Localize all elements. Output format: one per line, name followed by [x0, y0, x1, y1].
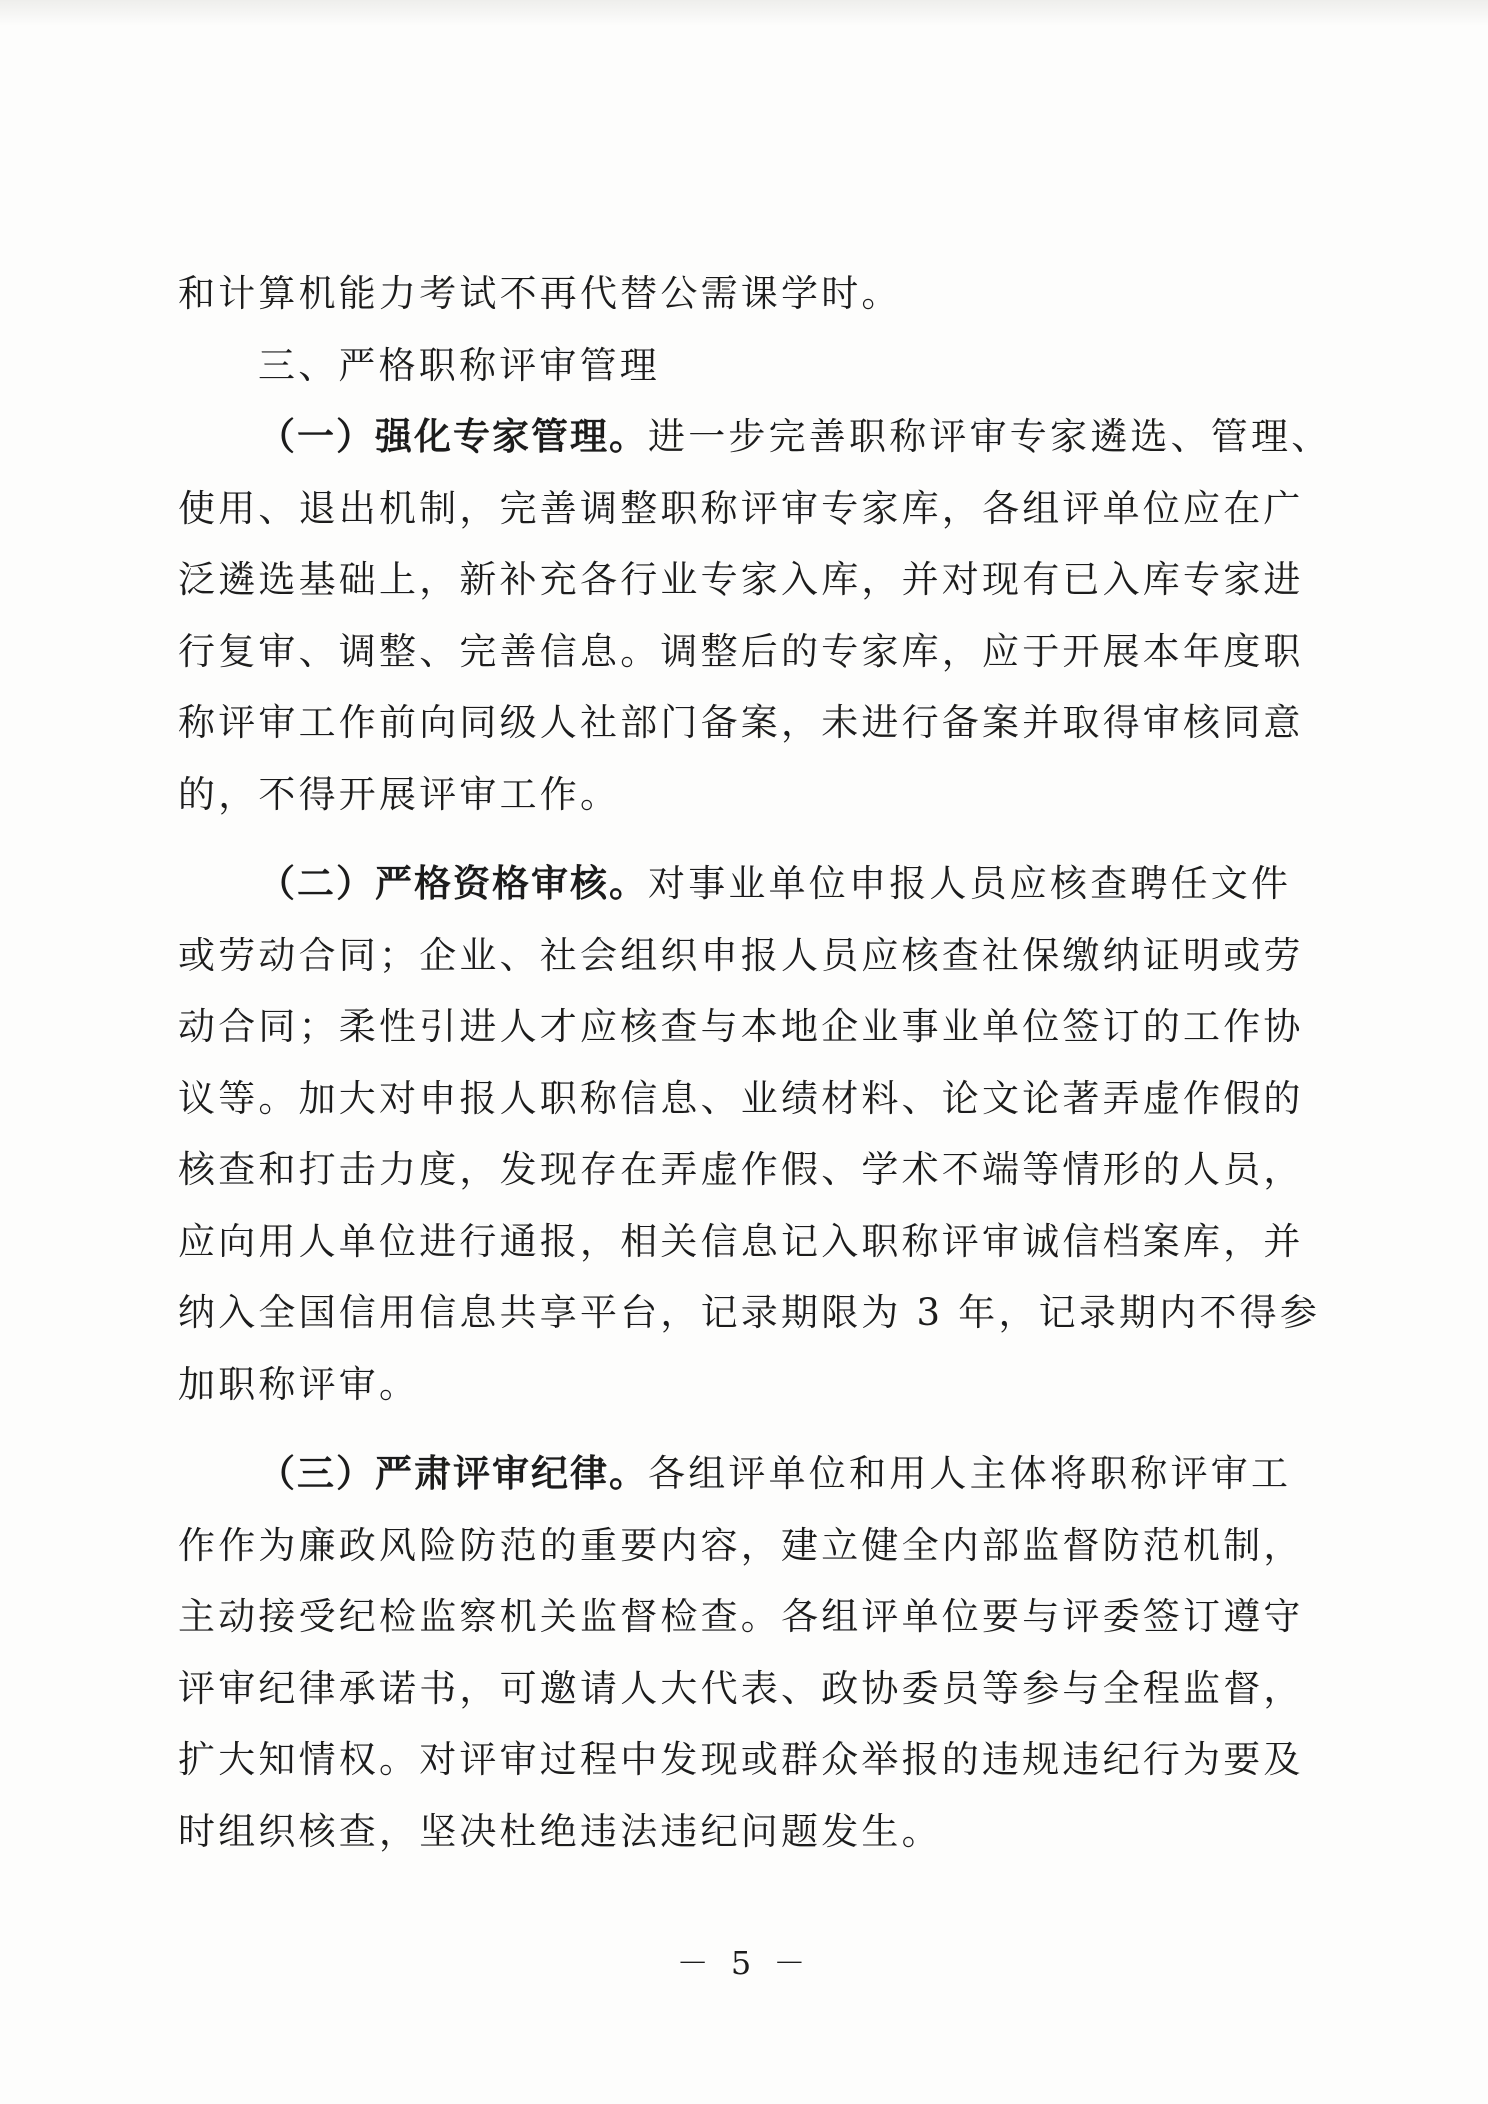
paragraph-line: 作作为廉政风险防范的重要内容，建立健全内部监督防范机制， [178, 1523, 1304, 1567]
page-number: － 5 － [676, 1944, 812, 1982]
paragraph-line: 行复审、调整、完善信息。调整后的专家库，应于开展本年度职 [178, 629, 1304, 673]
paragraph-qualification-review [178, 848, 1321, 1420]
paragraph-first-line [178, 401, 1332, 473]
paragraph-line: 称评审工作前向同级人社部门备案，未进行备案并取得审核同意 [178, 701, 1304, 744]
paragraph-first-line [178, 1438, 1292, 1510]
paragraph-text: 进一步完善职称评审专家遴选、管理、 [648, 415, 1332, 458]
section-heading: 三、严格职称评审管理 [258, 343, 660, 387]
paragraph-text: 对事业单位申报人员应核查聘任文件 [648, 862, 1292, 905]
paragraph-line: 使用、退出机制，完善调整职称评审专家库，各组评单位应在广 [178, 486, 1304, 530]
paragraph-expert-management [178, 401, 1332, 830]
paragraph-line: 扩大知情权。对评审过程中发现或群众举报的违规违纪行为要及 [178, 1738, 1304, 1781]
paragraph-line: 泛遴选基础上，新补充各行业专家入库，并对现有已入库专家进 [178, 558, 1304, 601]
paragraph-line: 核查和打击力度，发现存在弄虚作假、学术不端等情形的人员， [178, 1148, 1304, 1191]
paragraph-line: 主动接受纪检监察机关监督检查。各组评单位要与评委签订遵守 [178, 1595, 1304, 1638]
continuation-line: 和计算机能力考试不再代替公需课学时。 [178, 272, 902, 315]
paragraph-line: 的，不得开展评审工作。 [178, 772, 621, 816]
paragraph-review-discipline [178, 1438, 1304, 1867]
paragraph-lead: （一）强化专家管理。 [258, 414, 648, 458]
paragraph-line: 纳入全国信用信息共享平台，记录期限为 3 年，记录期内不得参 [178, 1291, 1321, 1334]
paragraph-line: 应向用人单位进行通报，相关信息记入职称评审诚信档案库，并 [178, 1219, 1304, 1263]
paragraph-first-line [178, 848, 1292, 920]
paragraph-line: 评审纪律承诺书，可邀请人大代表、政协委员等参与全程监督， [178, 1666, 1304, 1710]
paragraph-line: 动合同；柔性引进人才应核查与本地企业事业单位签订的工作协 [178, 1005, 1304, 1048]
paragraph-line: 加职称评审。 [178, 1362, 420, 1406]
paragraph-line: 或劳动合同；企业、社会组织申报人员应核查社保缴纳证明或劳 [178, 933, 1304, 977]
scan-edge [0, 0, 1488, 26]
document-body [178, 258, 1332, 1867]
paragraph-line: 时组织核查，坚决杜绝违法违纪问题发生。 [178, 1809, 942, 1853]
paragraph-lead: （二）严格资格审核。 [258, 861, 648, 905]
paragraph-lead: （三）严肃评审纪律。 [258, 1451, 648, 1495]
paragraph-line: 议等。加大对申报人职称信息、业绩材料、论文论著弄虚作假的 [178, 1076, 1304, 1120]
paragraph-text: 各组评单位和用人主体将职称评审工 [648, 1452, 1292, 1495]
